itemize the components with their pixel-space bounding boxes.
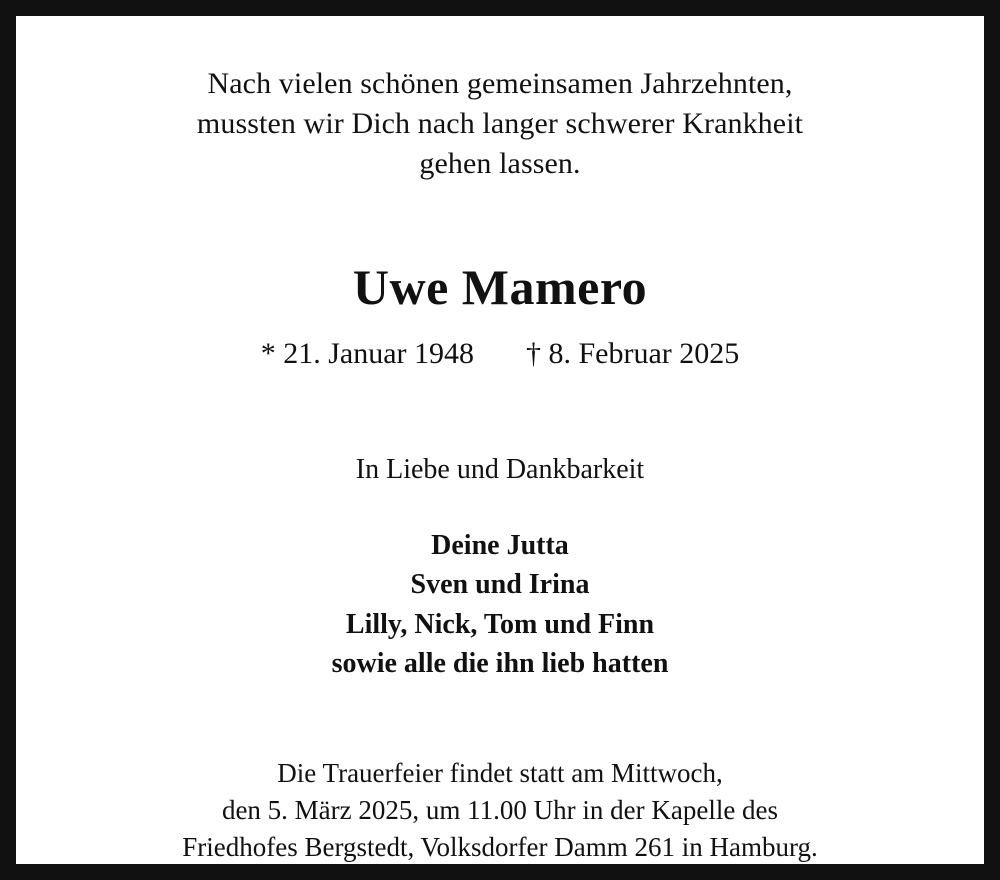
obituary-content bbox=[14, 14, 986, 866]
family-line-1: Deine Jutta bbox=[431, 530, 569, 562]
family-line-2: Sven und Irina bbox=[410, 569, 590, 601]
deceased-name: Uwe Mamero bbox=[352, 258, 648, 315]
family-line-3: Lilly, Nick, Tom und Finn bbox=[345, 608, 655, 640]
family-line-4: sowie alle die ihn lieb hatten bbox=[331, 647, 669, 679]
intro-line-3: gehen lassen. bbox=[419, 146, 581, 180]
intro-line-1: Nach vielen schönen gemeinsamen Jahrzehnten, bbox=[207, 67, 793, 100]
service-line-3: Friedhofes Bergstedt, Volksdorfer Damm 261 in Hamburg. bbox=[182, 831, 818, 862]
death-date: † 8. Februar 2025 bbox=[526, 336, 740, 370]
intro-text bbox=[197, 64, 803, 184]
service-line-2: den 5. März 2025, um 11.00 Uhr in der Kapelle des bbox=[221, 795, 779, 825]
intro-line-2: mussten wir Dich nach langer schwerer Krankheit bbox=[196, 106, 804, 140]
tribute-text: In Liebe und Dankbarkeit bbox=[355, 453, 645, 485]
birth-date: * 21. Januar 1948 bbox=[260, 336, 474, 370]
service-line-1: Die Trauerfeier findet statt am Mittwoch, bbox=[277, 758, 723, 789]
family-list bbox=[332, 526, 669, 683]
life-dates bbox=[261, 337, 740, 371]
service-details bbox=[182, 755, 817, 866]
